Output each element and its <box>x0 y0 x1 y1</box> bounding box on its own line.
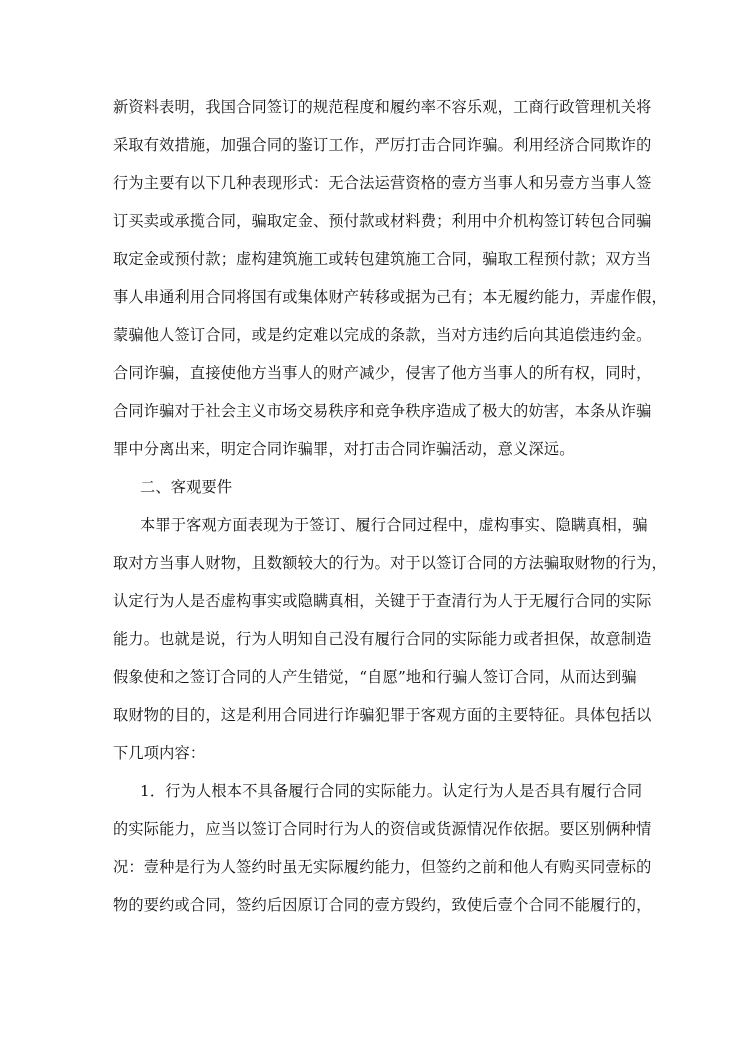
paragraph-line: 本罪于客观方面表现为于签订、履行合同过程中，虚构事实、隐瞒真相，骗 <box>140 516 648 534</box>
paragraph-line: 合同诈骗对于社会主义市场交易秩序和竞争秩序造成了极大的妨害，本条从诈骗 <box>113 402 652 420</box>
paragraph-line: 物的要约或合同，签约后因原订合同的壹方毁约，致使后壹个合同不能履行的， <box>113 896 652 914</box>
paragraph-line: 假象使和之签订合同的人产生错觉，“自愿”地和行骗人签订合同，从而达到骗 <box>113 668 637 686</box>
paragraph-line: 行为主要有以下几种表现形式：无合法运营资格的壹方当事人和另壹方当事人签 <box>113 174 652 192</box>
paragraph-line: 采取有效措施，加强合同的鉴订工作，严厉打击合同诈骗。利用经济合同欺诈的 <box>113 136 652 154</box>
paragraph-line: 订买卖或承揽合同，骗取定金、预付款或材料费；利用中介机构签订转包合同骗 <box>113 212 652 230</box>
paragraph-line: 取对方当事人财物，且数额较大的行为。对于以签订合同的方法骗取财物的行为， <box>113 554 667 572</box>
paragraph-line: 取财物的目的，这是利用合同进行诈骗犯罪于客观方面的主要特征。具体包括以 <box>113 706 652 724</box>
paragraph-line: 合同诈骗，直接使他方当事人的财产减少，侵害了他方当事人的所有权，同时， <box>113 364 652 382</box>
paragraph-line: 况：壹种是行为人签约时虽无实际履约能力，但签约之前和他人有购买同壹标的 <box>113 858 652 876</box>
paragraph-line: 事人串通利用合同将国有或集体财产转移或据为己有；本无履约能力，弄虚作假， <box>113 288 667 306</box>
paragraph-line: 1．行为人根本不具备履行合同的实际能力。认定行为人是否具有履行合同 <box>140 782 643 800</box>
paragraph-line: 新资料表明，我国合同签订的规范程度和履约率不容乐观，工商行政管理机关将 <box>113 98 652 116</box>
paragraph-line: 蒙骗他人签订合同，或是约定难以完成的条款，当对方违约后向其追偿违约金。 <box>113 326 652 344</box>
section-heading: 二、客观要件 <box>140 478 233 496</box>
paragraph-line: 取定金或预付款；虚构建筑施工或转包建筑施工合同，骗取工程预付款；双方当 <box>113 250 652 268</box>
paragraph-line: 罪中分离出来，明定合同诈骗罪，对打击合同诈骗活动，意义深远。 <box>113 440 575 458</box>
paragraph-line: 认定行为人是否虚构事实或隐瞒真相，关键于于查清行为人于无履行合同的实际 <box>113 592 652 610</box>
paragraph-line: 下几项内容： <box>113 744 206 762</box>
paragraph-line: 的实际能力，应当以签订合同时行为人的资信或货源情况作依据。要区别俩种情 <box>113 820 652 838</box>
paragraph-line: 能力。也就是说，行为人明知自己没有履行合同的实际能力或者担保，故意制造 <box>113 630 652 648</box>
